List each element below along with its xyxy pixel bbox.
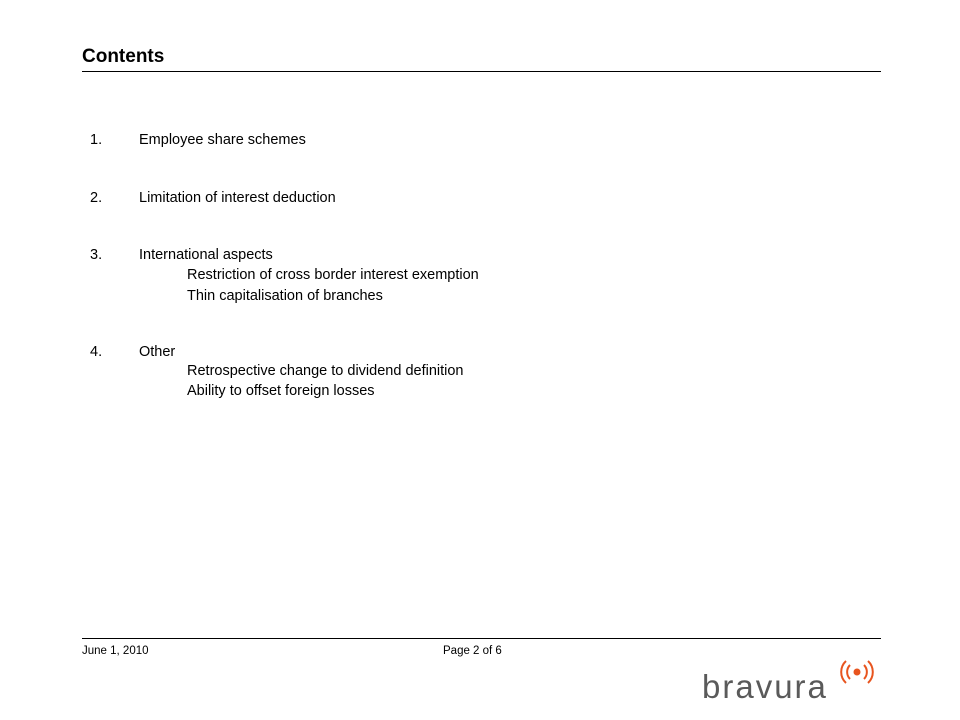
subitem: Restriction of cross border interest exemption <box>187 267 479 283</box>
subitem: Retrospective change to dividend definition <box>187 363 464 379</box>
footer-page-number: Page 2 of 6 <box>443 645 502 657</box>
signal-icon <box>841 661 873 683</box>
footer-date: June 1, 2010 <box>82 645 149 657</box>
bravura-logo <box>700 655 900 705</box>
item-number: 1. <box>90 132 103 148</box>
title-divider <box>82 71 881 72</box>
item-number: 2. <box>90 190 103 206</box>
page-title: Contents <box>82 46 165 67</box>
subitem: Thin capitalisation of branches <box>187 288 383 304</box>
item-label: Other <box>139 344 176 360</box>
logo-wordmark: bravura <box>702 668 828 705</box>
footer-divider <box>82 638 881 639</box>
item-label: Limitation of interest deduction <box>139 190 336 206</box>
subitem: Ability to offset foreign losses <box>187 383 375 399</box>
item-number: 4. <box>90 344 103 360</box>
item-number: 3. <box>90 247 103 263</box>
item-label: Employee share schemes <box>139 132 306 148</box>
item-label: International aspects <box>139 247 273 263</box>
